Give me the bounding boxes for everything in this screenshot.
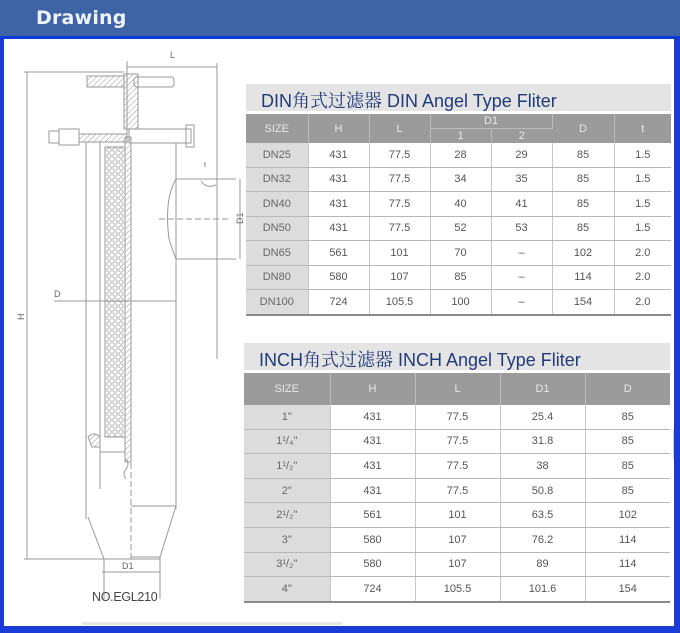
- cell-size: DN40: [246, 192, 308, 217]
- table-row: [246, 143, 671, 167]
- cell-h: 431: [308, 143, 369, 167]
- cell-l: 105.5: [415, 577, 500, 602]
- page-title: Drawing: [36, 7, 127, 29]
- cell-size: DN50: [246, 216, 308, 241]
- cell-d: 85: [552, 216, 614, 241]
- cell-t: 2.0: [614, 290, 671, 315]
- table-row: [246, 290, 671, 315]
- technical-drawing: [4, 39, 244, 626]
- cell-d1-2: 53: [491, 216, 552, 241]
- cell-size: 1": [244, 405, 330, 429]
- cell-d: 114: [552, 265, 614, 290]
- table-row: [244, 405, 670, 429]
- cell-t: 1.5: [614, 167, 671, 192]
- cell-d: 85: [585, 429, 670, 454]
- inch-table-section: [244, 343, 670, 603]
- cell-d1-2: –: [491, 265, 552, 290]
- cell-size: 2¹/₂": [244, 503, 330, 528]
- col-header-size: SIZE: [244, 373, 330, 405]
- col-header-d: D: [552, 114, 614, 143]
- table-row: [246, 216, 671, 241]
- table-row: [246, 241, 671, 266]
- cell-h: 431: [308, 192, 369, 217]
- dim-label-L: L: [170, 50, 176, 60]
- cell-d1-1: 70: [430, 241, 491, 266]
- cell-l: 77.5: [415, 429, 500, 454]
- cell-d: 85: [585, 405, 670, 429]
- cell-size: 3¹/₂": [244, 552, 330, 577]
- cell-h: 580: [308, 265, 369, 290]
- cell-d1: 76.2: [500, 527, 585, 552]
- cell-d: 154: [585, 577, 670, 602]
- table-row: [244, 429, 670, 454]
- din-table-title: DIN角式过滤器 DIN Angel Type Fliter: [246, 84, 671, 111]
- dim-label-t: t: [204, 162, 206, 169]
- cell-d: 102: [585, 503, 670, 528]
- cell-size: 3": [244, 527, 330, 552]
- cell-d1: 25.4: [500, 405, 585, 429]
- cell-h: 580: [330, 552, 415, 577]
- cell-h: 724: [330, 577, 415, 602]
- table-row: [244, 577, 670, 602]
- cell-d1-2: –: [491, 290, 552, 315]
- cell-h: 431: [308, 216, 369, 241]
- cell-size: DN25: [246, 143, 308, 167]
- cell-t: 2.0: [614, 241, 671, 266]
- cell-d1: 31.8: [500, 429, 585, 454]
- cell-d: 114: [585, 552, 670, 577]
- cell-h: 431: [330, 405, 415, 429]
- table-row: [246, 167, 671, 192]
- col-header-d: D: [585, 373, 670, 405]
- cell-size: 1¹/₄": [244, 429, 330, 454]
- table-row: [246, 192, 671, 217]
- col-header-d1: D1: [500, 373, 585, 405]
- cell-l: 101: [369, 241, 430, 266]
- cell-t: 1.5: [614, 143, 671, 167]
- cell-l: 77.5: [415, 405, 500, 429]
- cell-l: 105.5: [369, 290, 430, 315]
- cell-size: 2": [244, 478, 330, 503]
- table-row: [244, 527, 670, 552]
- cell-h: 431: [330, 478, 415, 503]
- cell-h: 724: [308, 290, 369, 315]
- cell-l: 77.5: [369, 167, 430, 192]
- cell-t: 1.5: [614, 216, 671, 241]
- title-bar: [0, 0, 680, 39]
- cell-l: 77.5: [415, 478, 500, 503]
- cell-d1: 101.6: [500, 577, 585, 602]
- cell-d: 85: [552, 143, 614, 167]
- cell-l: 77.5: [369, 192, 430, 217]
- cell-d: 85: [585, 478, 670, 503]
- cell-size: 4": [244, 577, 330, 602]
- cell-size: DN65: [246, 241, 308, 266]
- col-header-l: L: [415, 373, 500, 405]
- col-header-d1-2: 2: [491, 129, 552, 144]
- cell-d1-2: –: [491, 241, 552, 266]
- cell-d: 85: [585, 454, 670, 479]
- cell-h: 431: [330, 429, 415, 454]
- cell-d1: 63.5: [500, 503, 585, 528]
- col-header-t: t: [614, 114, 671, 143]
- cell-h: 561: [308, 241, 369, 266]
- cell-h: 561: [330, 503, 415, 528]
- dim-label-H: H: [16, 313, 26, 320]
- inch-table-title: INCH角式过滤器 INCH Angel Type Fliter: [244, 343, 670, 370]
- cell-d1-1: 52: [430, 216, 491, 241]
- filter-drawing-icon: [4, 39, 244, 626]
- cell-d1: 89: [500, 552, 585, 577]
- dim-label-D1-side: D1: [235, 212, 244, 224]
- cell-h: 431: [308, 167, 369, 192]
- cell-d1-1: 34: [430, 167, 491, 192]
- cell-l: 107: [415, 527, 500, 552]
- cell-d1-2: 35: [491, 167, 552, 192]
- table-row: [244, 552, 670, 577]
- table-row: [246, 265, 671, 290]
- drawing-caption: NO.EGL210: [92, 590, 158, 604]
- cell-h: 580: [330, 527, 415, 552]
- inch-table: [244, 373, 670, 603]
- table-row: [244, 478, 670, 503]
- cell-d: 85: [552, 167, 614, 192]
- col-header-l: L: [369, 114, 430, 143]
- din-table-section: [246, 84, 671, 316]
- content-panel: [4, 39, 674, 626]
- cell-d1-1: 28: [430, 143, 491, 167]
- cell-d1-1: 100: [430, 290, 491, 315]
- cell-d: 102: [552, 241, 614, 266]
- cell-l: 101: [415, 503, 500, 528]
- col-header-size: SIZE: [246, 114, 308, 143]
- cell-d1: 38: [500, 454, 585, 479]
- vertical-scrollbar[interactable]: [673, 429, 674, 459]
- col-header-d1-1: 1: [430, 129, 491, 144]
- col-header-h: H: [330, 373, 415, 405]
- cell-d: 85: [552, 192, 614, 217]
- cell-size: DN100: [246, 290, 308, 315]
- table-row: [244, 503, 670, 528]
- horizontal-scrollbar[interactable]: [82, 622, 342, 625]
- cell-size: DN32: [246, 167, 308, 192]
- cell-h: 431: [330, 454, 415, 479]
- col-header-h: H: [308, 114, 369, 143]
- cell-d: 114: [585, 527, 670, 552]
- col-header-d1: D1: [430, 114, 552, 129]
- cell-d1-2: 29: [491, 143, 552, 167]
- cell-l: 77.5: [369, 216, 430, 241]
- cell-t: 1.5: [614, 192, 671, 217]
- cell-l: 77.5: [369, 143, 430, 167]
- cell-l: 107: [369, 265, 430, 290]
- cell-t: 2.0: [614, 265, 671, 290]
- table-row: [244, 454, 670, 479]
- cell-d: 154: [552, 290, 614, 315]
- cell-d1: 50.8: [500, 478, 585, 503]
- cell-d1-1: 40: [430, 192, 491, 217]
- cell-size: 1¹/₂": [244, 454, 330, 479]
- dim-label-D1-bottom: D1: [122, 561, 134, 571]
- din-table: [246, 114, 671, 316]
- cell-l: 107: [415, 552, 500, 577]
- cell-d1-1: 85: [430, 265, 491, 290]
- dim-label-D: D: [54, 289, 61, 299]
- cell-size: DN80: [246, 265, 308, 290]
- cell-l: 77.5: [415, 454, 500, 479]
- cell-d1-2: 41: [491, 192, 552, 217]
